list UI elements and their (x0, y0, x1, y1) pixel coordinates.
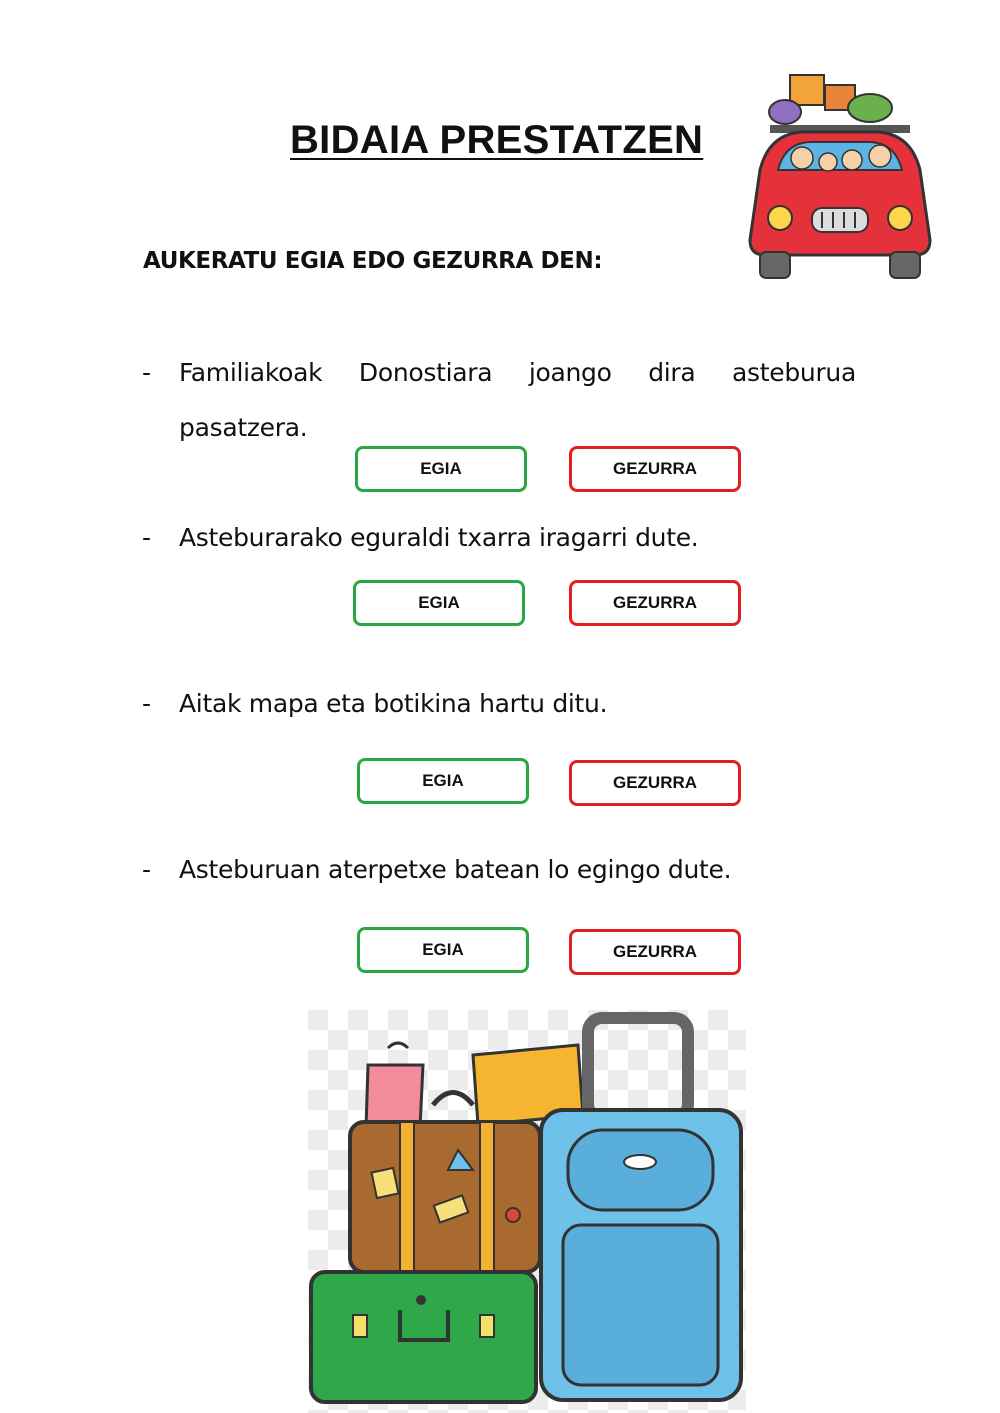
bullet-dash: - (142, 523, 152, 552)
car-family-illustration (740, 70, 940, 285)
statement-3: Aitak mapa eta botikina hartu ditu. (179, 689, 608, 718)
egia-button-2[interactable]: EGIA (353, 580, 525, 626)
egia-button-3[interactable]: EGIA (357, 758, 529, 804)
statement-1-line-2: pasatzera. (179, 413, 308, 442)
instruction-text: AUKERATU EGIA EDO GEZURRA DEN: (143, 248, 603, 274)
statement-2: Asteburarako eguraldi txarra iragarri dute. (179, 523, 699, 552)
statement-1-line-1: Familiakoak Donostiara joango dira asteburua (179, 358, 856, 387)
page-title: BIDAIA PRESTATZEN (290, 118, 704, 162)
gezurra-button-3[interactable]: GEZURRA (569, 760, 741, 806)
bullet-dash: - (142, 689, 152, 718)
bullet-dash: - (142, 358, 152, 387)
gezurra-button-1[interactable]: GEZURRA (569, 446, 741, 492)
luggage-illustration (308, 1010, 746, 1413)
egia-button-1[interactable]: EGIA (355, 446, 527, 492)
egia-button-4[interactable]: EGIA (357, 927, 529, 973)
bullet-dash: - (142, 855, 152, 884)
statement-4: Asteburuan aterpetxe batean lo egingo dute. (179, 855, 732, 884)
gezurra-button-2[interactable]: GEZURRA (569, 580, 741, 626)
gezurra-button-4[interactable]: GEZURRA (569, 929, 741, 975)
